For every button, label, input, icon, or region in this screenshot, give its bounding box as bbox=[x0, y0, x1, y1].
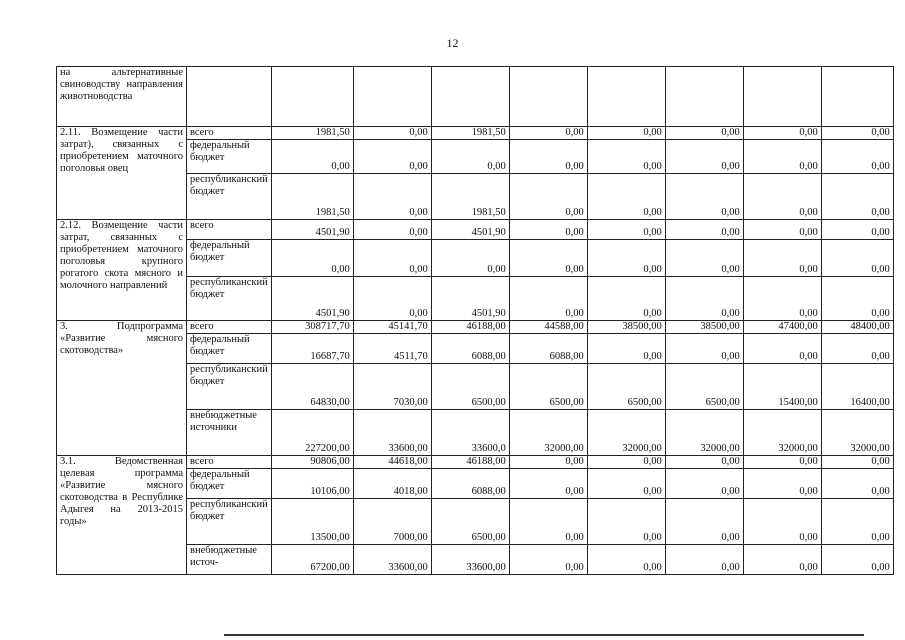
value-cell: 44618,00 bbox=[353, 456, 431, 469]
value-cell: 0,00 bbox=[665, 545, 743, 575]
value-cell: 0,00 bbox=[665, 456, 743, 469]
value-cell: 33600,00 bbox=[353, 545, 431, 575]
value-cell: 6088,00 bbox=[431, 334, 509, 364]
source-cell: внебюджетные источ- bbox=[187, 545, 272, 575]
value-cell: 1981,50 bbox=[431, 127, 509, 140]
value-cell: 0,00 bbox=[509, 545, 587, 575]
value-cell: 46188,00 bbox=[431, 321, 509, 334]
value-cell: 32000,00 bbox=[743, 410, 821, 456]
value-cell: 6500,00 bbox=[431, 499, 509, 545]
value-cell: 227200,00 bbox=[271, 410, 353, 456]
source-cell: всего bbox=[187, 456, 272, 469]
value-cell: 0,00 bbox=[821, 334, 893, 364]
value-cell bbox=[587, 67, 665, 127]
value-cell: 38500,00 bbox=[587, 321, 665, 334]
value-cell: 0,00 bbox=[353, 174, 431, 220]
value-cell: 4501,90 bbox=[271, 277, 353, 321]
value-cell: 6088,00 bbox=[509, 334, 587, 364]
value-cell: 33600,00 bbox=[353, 410, 431, 456]
source-cell: всего bbox=[187, 220, 272, 240]
value-cell: 0,00 bbox=[743, 127, 821, 140]
value-cell: 0,00 bbox=[743, 174, 821, 220]
value-cell: 0,00 bbox=[431, 240, 509, 277]
value-cell bbox=[431, 67, 509, 127]
program-cell: 3.1. Ведомственная целевая программа «Развитие мясного скотоводства в Республике Адыгея на 2013-2015 годы» bbox=[57, 456, 187, 575]
value-cell: 32000,00 bbox=[665, 410, 743, 456]
value-cell: 6500,00 bbox=[431, 364, 509, 410]
source-cell: всего bbox=[187, 321, 272, 334]
value-cell: 0,00 bbox=[587, 499, 665, 545]
value-cell: 0,00 bbox=[509, 469, 587, 499]
page-bottom-rule bbox=[224, 634, 864, 636]
program-cell: 2.11. Возмещение части затрат), связанных с приобретением маточного поголовья овец bbox=[57, 127, 187, 220]
value-cell: 46188,00 bbox=[431, 456, 509, 469]
value-cell: 4511,70 bbox=[353, 334, 431, 364]
source-cell: федеральный бюджет bbox=[187, 334, 272, 364]
table-row bbox=[57, 456, 894, 469]
value-cell: 0,00 bbox=[743, 469, 821, 499]
value-cell bbox=[353, 67, 431, 127]
value-cell: 0,00 bbox=[587, 334, 665, 364]
value-cell: 4018,00 bbox=[353, 469, 431, 499]
value-cell: 48400,00 bbox=[821, 321, 893, 334]
value-cell: 0,00 bbox=[509, 240, 587, 277]
source-cell: федеральный бюджет bbox=[187, 240, 272, 277]
value-cell: 0,00 bbox=[353, 127, 431, 140]
value-cell bbox=[743, 67, 821, 127]
value-cell: 0,00 bbox=[665, 127, 743, 140]
source-cell: внебюджетные источники bbox=[187, 410, 272, 456]
value-cell: 0,00 bbox=[821, 277, 893, 321]
value-cell: 0,00 bbox=[587, 220, 665, 240]
value-cell: 6500,00 bbox=[665, 364, 743, 410]
value-cell: 32000,00 bbox=[509, 410, 587, 456]
value-cell: 32000,00 bbox=[821, 410, 893, 456]
value-cell: 0,00 bbox=[743, 277, 821, 321]
table-row bbox=[57, 321, 894, 334]
source-cell: республиканский бюджет bbox=[187, 277, 272, 321]
value-cell: 38500,00 bbox=[665, 321, 743, 334]
value-cell: 67200,00 bbox=[271, 545, 353, 575]
value-cell: 0,00 bbox=[587, 545, 665, 575]
value-cell: 0,00 bbox=[743, 140, 821, 174]
value-cell: 0,00 bbox=[509, 456, 587, 469]
value-cell: 1981,50 bbox=[271, 174, 353, 220]
value-cell: 0,00 bbox=[821, 174, 893, 220]
value-cell: 0,00 bbox=[821, 220, 893, 240]
value-cell bbox=[821, 67, 893, 127]
value-cell bbox=[271, 67, 353, 127]
value-cell: 0,00 bbox=[821, 469, 893, 499]
table-row bbox=[57, 127, 894, 140]
value-cell: 0,00 bbox=[587, 277, 665, 321]
page-number: 12 bbox=[446, 36, 459, 50]
value-cell: 0,00 bbox=[665, 140, 743, 174]
value-cell: 7000,00 bbox=[353, 499, 431, 545]
value-cell: 7030,00 bbox=[353, 364, 431, 410]
value-cell: 0,00 bbox=[743, 240, 821, 277]
value-cell: 10106,00 bbox=[271, 469, 353, 499]
value-cell: 90806,00 bbox=[271, 456, 353, 469]
value-cell: 44588,00 bbox=[509, 321, 587, 334]
value-cell: 1981,50 bbox=[431, 174, 509, 220]
source-cell bbox=[187, 67, 272, 127]
value-cell: 0,00 bbox=[821, 140, 893, 174]
value-cell: 0,00 bbox=[431, 140, 509, 174]
value-cell: 0,00 bbox=[353, 240, 431, 277]
value-cell: 0,00 bbox=[587, 127, 665, 140]
value-cell: 0,00 bbox=[509, 220, 587, 240]
source-cell: федеральный бюджет bbox=[187, 469, 272, 499]
value-cell: 0,00 bbox=[587, 240, 665, 277]
value-cell: 0,00 bbox=[509, 277, 587, 321]
source-cell: республиканский бюджет bbox=[187, 499, 272, 545]
value-cell: 0,00 bbox=[665, 174, 743, 220]
value-cell: 0,00 bbox=[509, 499, 587, 545]
value-cell: 0,00 bbox=[743, 545, 821, 575]
source-cell: республиканский бюджет bbox=[187, 174, 272, 220]
value-cell: 64830,00 bbox=[271, 364, 353, 410]
value-cell: 0,00 bbox=[271, 240, 353, 277]
value-cell: 4501,90 bbox=[431, 220, 509, 240]
source-cell: республиканский бюджет bbox=[187, 364, 272, 410]
table-row bbox=[57, 67, 894, 127]
value-cell: 13500,00 bbox=[271, 499, 353, 545]
value-cell: 0,00 bbox=[821, 456, 893, 469]
value-cell: 0,00 bbox=[821, 240, 893, 277]
value-cell: 0,00 bbox=[821, 127, 893, 140]
source-cell: всего bbox=[187, 127, 272, 140]
program-cell: 3. Подпрограмма «Развитие мясного скотоводства» bbox=[57, 321, 187, 456]
program-cell: 2.12. Возмещение части затрат, связанных с приобретением маточного поголовья крупного рогатого скота мясного и молочного направлений bbox=[57, 220, 187, 321]
budget-table bbox=[56, 66, 894, 575]
value-cell: 0,00 bbox=[509, 174, 587, 220]
value-cell: 33600,0 bbox=[431, 410, 509, 456]
value-cell: 4501,90 bbox=[431, 277, 509, 321]
value-cell: 0,00 bbox=[665, 240, 743, 277]
value-cell: 308717,70 bbox=[271, 321, 353, 334]
value-cell: 0,00 bbox=[509, 127, 587, 140]
value-cell: 6500,00 bbox=[587, 364, 665, 410]
value-cell: 0,00 bbox=[665, 277, 743, 321]
value-cell: 33600,00 bbox=[431, 545, 509, 575]
value-cell: 16400,00 bbox=[821, 364, 893, 410]
value-cell: 0,00 bbox=[587, 456, 665, 469]
value-cell: 0,00 bbox=[271, 140, 353, 174]
value-cell: 45141,70 bbox=[353, 321, 431, 334]
value-cell: 6500,00 bbox=[509, 364, 587, 410]
program-cell: на альтернативные свиноводству направления животноводства bbox=[57, 67, 187, 127]
value-cell: 1981,50 bbox=[271, 127, 353, 140]
value-cell: 0,00 bbox=[743, 499, 821, 545]
value-cell: 47400,00 bbox=[743, 321, 821, 334]
value-cell: 0,00 bbox=[665, 469, 743, 499]
table-row bbox=[57, 220, 894, 240]
value-cell: 0,00 bbox=[353, 140, 431, 174]
value-cell: 32000,00 bbox=[587, 410, 665, 456]
value-cell: 0,00 bbox=[665, 220, 743, 240]
value-cell: 0,00 bbox=[509, 140, 587, 174]
value-cell: 0,00 bbox=[821, 499, 893, 545]
value-cell bbox=[509, 67, 587, 127]
value-cell: 4501,90 bbox=[271, 220, 353, 240]
value-cell: 0,00 bbox=[353, 277, 431, 321]
value-cell: 16687,70 bbox=[271, 334, 353, 364]
value-cell: 0,00 bbox=[353, 220, 431, 240]
value-cell: 0,00 bbox=[587, 140, 665, 174]
source-cell: федеральный бюджет bbox=[187, 140, 272, 174]
value-cell: 0,00 bbox=[587, 469, 665, 499]
value-cell: 0,00 bbox=[587, 174, 665, 220]
value-cell: 0,00 bbox=[821, 545, 893, 575]
value-cell: 6088,00 bbox=[431, 469, 509, 499]
value-cell: 0,00 bbox=[743, 334, 821, 364]
value-cell: 0,00 bbox=[665, 499, 743, 545]
value-cell: 0,00 bbox=[743, 456, 821, 469]
value-cell: 0,00 bbox=[743, 220, 821, 240]
value-cell bbox=[665, 67, 743, 127]
value-cell: 0,00 bbox=[665, 334, 743, 364]
value-cell: 15400,00 bbox=[743, 364, 821, 410]
